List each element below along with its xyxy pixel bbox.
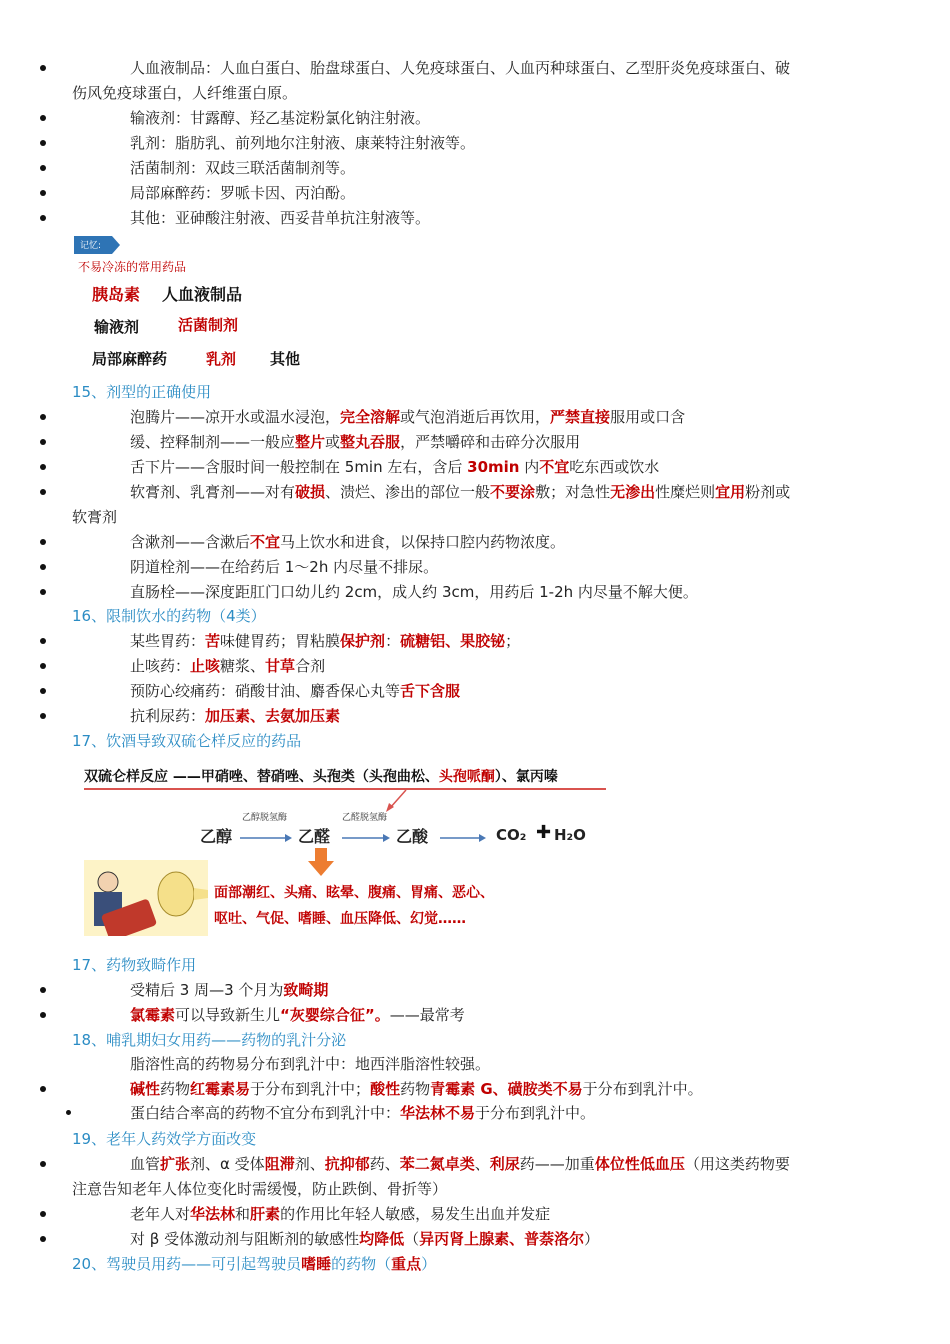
chem-h2o: H₂O (554, 826, 586, 844)
list-item: 血管扩张剂、α 受体阻滞剂、抗抑郁药、苯二氮卓类、利尿药——加重体位性低血压（用这类药物要 (130, 1155, 790, 1173)
section-heading: 17、饮酒导致双硫仑样反应的药品 (72, 732, 302, 750)
bullet (40, 589, 46, 595)
bullet (40, 987, 46, 993)
memory-item: 输液剂 (94, 318, 140, 336)
bullet (40, 1086, 46, 1092)
list-item-continued: 软膏剂 (72, 508, 118, 526)
memory-tag: 记忆: (80, 241, 102, 251)
memory-title: 不易冷冻的常用药品 (78, 260, 187, 274)
list-item: 对 β 受体激动剂与阻断剂的敏感性均降低（异丙肾上腺素、普萘洛尔） (130, 1230, 600, 1248)
enzyme-label: 乙醛脱氢酶 (342, 813, 388, 823)
bullet (40, 688, 46, 694)
list-item: 蛋白结合率高的药物不宜分布到乳汁中：华法林不易于分布到乳汁中。 (130, 1104, 596, 1122)
bullet (40, 663, 46, 669)
symptoms-text: 面部潮红、头痛、眩晕、腹痛、胃痛、恶心、 (214, 885, 494, 901)
bullet (40, 215, 46, 221)
list-item: 直肠栓——深度距肛门口幼儿约 2cm，成人约 3cm，用药后 1-2h 内尽量不解大便。 (130, 583, 698, 601)
symptoms-text: 呕吐、气促、嗜睡、血压降低、幻觉…… (214, 911, 466, 927)
chem-acetic-acid: 乙酸 (396, 827, 429, 846)
down-arrow-icon (306, 848, 336, 878)
section-heading: 18、哺乳期妇女用药——药物的乳汁分泌 (72, 1031, 347, 1049)
list-item: 乳剂：脂肪乳、前列地尔注射液、康莱特注射液等。 (130, 134, 476, 152)
disulfiram-figure (80, 760, 620, 940)
list-item: 氯霉素可以导致新生儿“灰婴综合征”。——最常考 (130, 1006, 465, 1024)
list-item: 活菌制剂：双歧三联活菌制剂等。 (130, 159, 356, 177)
list-item: 其他：亚砷酸注射液、西妥昔单抗注射液等。 (130, 209, 431, 227)
bullet (40, 564, 46, 570)
bullet (40, 439, 46, 445)
list-item: 输液剂：甘露醇、羟乙基淀粉氯化钠注射液。 (130, 109, 431, 127)
bullet (40, 190, 46, 196)
memory-item: 乳剂 (206, 350, 237, 368)
list-item-continued: 伤风免疫球蛋白，人纤维蛋白原。 (72, 84, 298, 102)
bullet (40, 1161, 46, 1167)
list-item: 碱性药物红霉素易于分布到乳汁中；酸性药物青霉素 G、磺胺类不易于分布到乳汁中。 (130, 1080, 703, 1098)
chem-co2: CO₂ (496, 826, 527, 844)
section-heading: 20、驾驶员用药——可引起驾驶员嗜睡的药物（重点） (72, 1255, 437, 1273)
bullet (40, 1012, 46, 1018)
bullet (66, 1110, 71, 1115)
bullet (40, 539, 46, 545)
bullet (40, 65, 46, 71)
list-item: 某些胃药：苦味健胃药；胃粘膜保护剂：硫糖铝、果胶铋； (130, 632, 521, 650)
enzyme-label: 乙醇脱氢酶 (242, 813, 288, 823)
memory-figure (74, 234, 314, 374)
list-item: 缓、控释制剂——一般应整片或整丸吞服，严禁嚼碎和击碎分次服用 (130, 433, 581, 451)
bullet (40, 1236, 46, 1242)
bullet (40, 713, 46, 719)
list-item: 局部麻醉药：罗哌卡因、丙泊酚。 (130, 184, 356, 202)
list-item: 软膏剂、乳膏剂——对有破损、溃烂、渗出的部位一般不要涂敷；对急性无渗出性糜烂则宜用粉剂或 (130, 483, 791, 501)
list-item: 止咳药：止咳糖浆、甘草合剂 (130, 657, 326, 675)
bullet (40, 489, 46, 495)
list-item: 抗利尿药：加压素、去氨加压素 (130, 707, 341, 725)
memory-item: 活菌制剂 (178, 316, 239, 334)
bullet (40, 1211, 46, 1217)
memory-item: 局部麻醉药 (92, 350, 168, 368)
list-item: 脂溶性高的药物易分布到乳汁中：地西泮脂溶性较强。 (130, 1055, 491, 1073)
list-item: 泡腾片——凉开水或温水浸泡，完全溶解或气泡消逝后再饮用，严禁直接服用或口含 (130, 408, 686, 426)
section-heading: 15、剂型的正确使用 (72, 383, 212, 401)
section-heading: 17、药物致畸作用 (72, 956, 197, 974)
drinking-cartoon-icon (84, 860, 208, 936)
bullet (40, 140, 46, 146)
memory-item: 胰岛素 (92, 285, 141, 304)
section-heading: 16、限制饮水的药物（4类） (72, 607, 266, 625)
list-item: 阴道栓剂——在给药后 1～2h 内尽量不排尿。 (130, 558, 439, 576)
figure-caption: 双硫仑样反应 ——甲硝唑、替硝唑、头孢类（头孢曲松、头孢哌酮）、氯丙嗪 (84, 769, 558, 785)
list-item: 老年人对华法林和肝素的作用比年轻人敏感，易发生出血并发症 (130, 1205, 551, 1223)
list-item-continued: 注意告知老年人体位变化时需缓慢，防止跌倒、骨折等） (72, 1180, 448, 1198)
plus-icon: ✚ (536, 822, 552, 843)
bullet (40, 638, 46, 644)
list-item: 舌下片——含服时间一般控制在 5min 左右，含后 30min 内不宜吃东西或饮水 (130, 458, 660, 476)
list-item: 人血液制品：人血白蛋白、胎盘球蛋白、人免疫球蛋白、人血丙种球蛋白、乙型肝炎免疫球蛋白、破 (130, 59, 791, 77)
chem-acetaldehyde: 乙醛 (298, 827, 331, 846)
list-item: 预防心绞痛药：硝酸甘油、麝香保心丸等舌下含服 (130, 682, 461, 700)
bullet (40, 165, 46, 171)
bullet (40, 115, 46, 121)
bullet (40, 464, 46, 470)
memory-item: 其他 (270, 350, 301, 368)
chem-ethanol: 乙醇 (200, 827, 233, 846)
bullet (40, 414, 46, 420)
illustration-image (84, 860, 208, 936)
list-item: 含漱剂——含漱后不宜马上饮水和进食，以保持口腔内药物浓度。 (130, 533, 566, 551)
memory-item: 人血液制品 (162, 285, 243, 304)
list-item: 受精后 3 周—3 个月为致畸期 (130, 981, 329, 999)
section-heading: 19、老年人药效学方面改变 (72, 1130, 257, 1148)
